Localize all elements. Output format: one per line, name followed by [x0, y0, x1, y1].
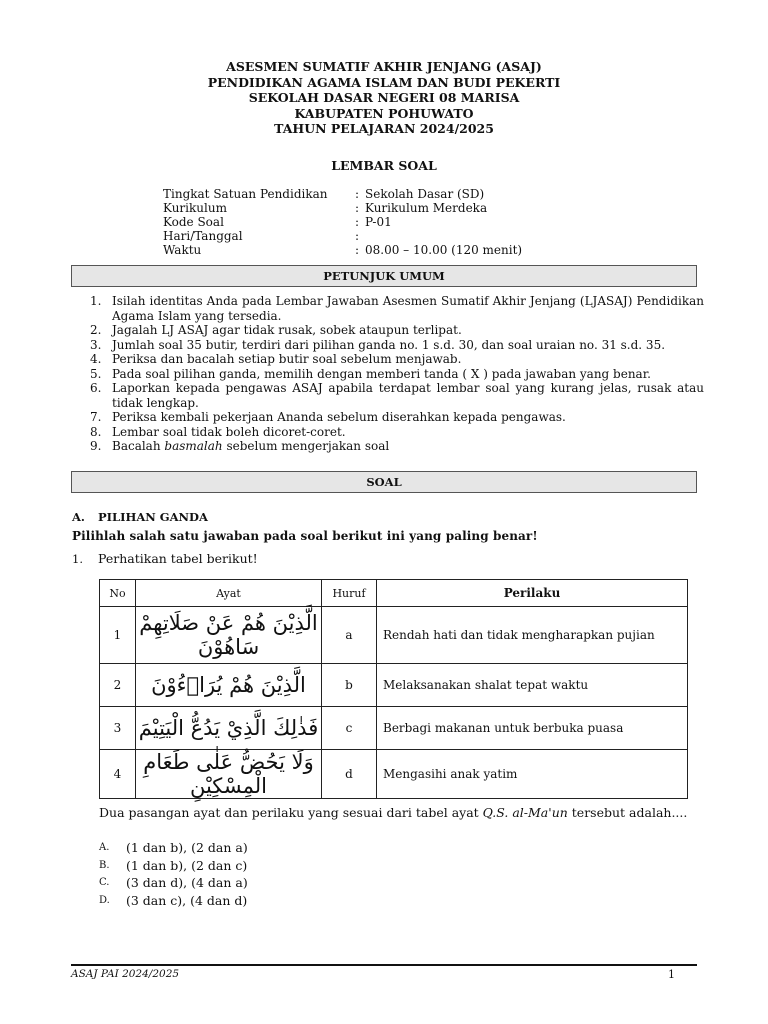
cell-ayat: فَذٰلِكَ الَّذِيْ يَدُعُّ الْيَتِيْمَ — [136, 707, 322, 750]
col-header-no: No — [100, 580, 136, 607]
list-item-number: 9. — [90, 439, 102, 453]
option-text: (1 dan b), (2 dan a) — [126, 840, 248, 855]
answer-option-c[interactable] — [99, 874, 248, 892]
list-item-text: Laporkan kepada pengawas ASAJ apabila terdapat lembar soal yang kurang jelas, rusak atau tidak lengkap. — [112, 381, 704, 410]
list-item-number: 6. — [90, 381, 102, 395]
section-a-heading — [72, 510, 208, 524]
list-item — [90, 439, 704, 454]
info-row — [163, 215, 522, 229]
list-item — [90, 425, 704, 440]
col-header-perilaku: Perilaku — [377, 580, 688, 607]
info-value: P-01 — [365, 215, 392, 229]
petunjuk-umum-heading: PETUNJUK UMUM — [71, 265, 697, 287]
list-item — [90, 381, 704, 410]
option-text: (3 dan c), (4 dan d) — [126, 892, 248, 908]
header-line-2: PENDIDIKAN AGAMA ISLAM DAN BUDI PEKERTI — [207, 74, 561, 90]
answer-options — [99, 839, 248, 909]
list-item-text: Jagalah LJ ASAJ agar tidak rusak, sobek ataupun terlipat. — [112, 323, 462, 337]
info-separator: : — [355, 243, 360, 257]
question-text-surah: Q.S. al-Ma'un — [482, 805, 568, 820]
cell-huruf: b — [322, 664, 377, 707]
list-item-text: Isilah identitas Anda pada Lembar Jawaban Asesmen Sumatif Akhir Jenjang (LJASAJ) Pendidikan Agama Islam yang tersedia. — [112, 294, 704, 323]
list-item-text: Periksa kembali pekerjaan Ananda sebelum diserahkan kepada pengawas. — [112, 410, 566, 424]
list-item-text: Lembar soal tidak boleh dicoret-coret. — [112, 424, 346, 439]
rule-text-after: sebelum mengerjakan soal — [222, 439, 390, 453]
list-item-number: 2. — [90, 323, 102, 337]
info-label: Hari/Tanggal — [163, 229, 243, 243]
cell-no: 4 — [100, 750, 136, 799]
ayat-table — [99, 579, 688, 799]
question-number: 1. — [72, 552, 83, 566]
list-item — [90, 352, 704, 367]
info-row — [163, 243, 522, 257]
info-separator: : — [355, 215, 360, 229]
footer-doc-code: ASAJ PAI 2024/2025 — [71, 968, 180, 980]
list-item — [90, 323, 704, 338]
info-row — [163, 229, 522, 243]
info-separator: : — [355, 187, 360, 201]
cell-no: 3 — [100, 707, 136, 750]
list-item-text — [112, 439, 704, 454]
option-letter: C. — [99, 877, 110, 889]
header-line-1: ASESMEN SUMATIF AKHIR JENJANG (ASAJ) — [226, 59, 542, 74]
cell-ayat: الَّذِيْنَ هُمْ عَنْ صَلَاتِهِمْ سَاهُوْنَ — [136, 607, 322, 664]
info-separator: : — [355, 229, 360, 243]
rule-text-before: Bacalah — [112, 439, 165, 453]
header-line-4: KABUPATEN POHUWATO — [294, 105, 474, 121]
list-item — [90, 410, 704, 425]
list-item-number: 4. — [90, 352, 102, 366]
list-item — [90, 294, 704, 323]
cell-no: 2 — [100, 664, 136, 707]
cell-perilaku: Melaksanakan shalat tepat waktu — [377, 664, 688, 707]
question-1-prompt — [72, 551, 258, 566]
cell-ayat: الَّذِيْنَ هُمْ يُرَاۤءُوْنَ — [136, 664, 322, 707]
list-item-number: 5. — [90, 366, 102, 381]
document-header — [0, 59, 768, 137]
list-item-number: 1. — [90, 294, 102, 308]
list-item-text: Pada soal pilihan ganda, memilih dengan memberi tanda ( X ) pada jawaban yang benar. — [112, 366, 651, 381]
list-item-text: Jumlah soal 35 butir, terdiri dari pilihan ganda no. 1 s.d. 30, dan soal uraian no. 31 s.d. 35. — [112, 337, 666, 352]
option-letter: A. — [99, 842, 110, 853]
cell-perilaku: Berbagi makanan untuk berbuka puasa — [377, 707, 688, 750]
list-item-number: 7. — [90, 410, 102, 424]
option-text: (1 dan b), (2 dan c) — [126, 857, 248, 873]
table-row — [100, 664, 688, 707]
info-value: Sekolah Dasar (SD) — [365, 187, 485, 201]
info-value: Kurikulum Merdeka — [365, 201, 488, 215]
soal-heading: SOAL — [71, 471, 697, 493]
table-row — [100, 750, 688, 799]
question-instruction: Pilihlah salah satu jawaban pada soal berikut ini yang paling benar! — [72, 529, 538, 543]
cell-perilaku: Mengasihi anak yatim — [377, 750, 688, 799]
sheet-title: LEMBAR SOAL — [331, 158, 437, 173]
table-row — [100, 707, 688, 750]
header-line-5: TAHUN PELAJARAN 2024/2025 — [274, 121, 494, 136]
info-label: Kode Soal — [163, 215, 224, 229]
answer-option-d[interactable] — [99, 892, 248, 910]
rule-text-emphasis: basmalah — [164, 439, 223, 453]
cell-no: 1 — [100, 607, 136, 664]
info-label: Waktu — [163, 243, 202, 257]
section-title: PILIHAN GANDA — [98, 510, 208, 524]
col-header-ayat: Ayat — [136, 580, 322, 607]
footer-page-number: 1 — [668, 968, 675, 981]
list-item — [90, 338, 704, 353]
option-text: (3 dan d), (4 dan a) — [126, 875, 248, 891]
header-line-3: SEKOLAH DASAR NEGERI 08 MARISA — [248, 90, 520, 105]
info-label: Tingkat Satuan Pendidikan — [163, 187, 328, 201]
info-row — [163, 187, 522, 201]
option-letter: D. — [99, 894, 110, 906]
col-header-huruf: Huruf — [322, 580, 377, 607]
table-row — [100, 607, 688, 664]
info-separator: : — [355, 201, 360, 215]
general-instructions-list — [90, 294, 704, 454]
question-prompt-text: Perhatikan tabel berikut! — [98, 551, 258, 566]
list-item-text: Periksa dan bacalah setiap butir soal sebelum menjawab. — [112, 352, 462, 366]
footer-divider — [71, 964, 697, 966]
option-letter: B. — [99, 859, 110, 871]
question-1-text — [99, 805, 705, 821]
section-letter: A. — [72, 510, 85, 524]
answer-option-a[interactable] — [99, 839, 248, 857]
cell-ayat: وَلَا يَحُضُّ عَلٰى طَعَامِ الْمِسْكِيْنِ — [136, 750, 322, 799]
question-text-before: Dua pasangan ayat dan perilaku yang sesuai dari tabel ayat — [99, 805, 483, 820]
info-row — [163, 201, 522, 215]
list-item — [90, 367, 704, 382]
info-value: 08.00 – 10.00 (120 menit) — [365, 243, 523, 257]
cell-huruf: d — [322, 750, 377, 799]
answer-option-b[interactable] — [99, 857, 248, 875]
cell-huruf: c — [322, 707, 377, 750]
list-item-number: 3. — [90, 337, 102, 352]
list-item-number: 8. — [90, 424, 102, 439]
question-text-after: tersebut adalah.... — [567, 805, 688, 820]
cell-huruf: a — [322, 607, 377, 664]
identity-info — [163, 187, 522, 257]
cell-perilaku: Rendah hati dan tidak mengharapkan pujian — [377, 607, 688, 664]
table-header-row — [100, 580, 688, 607]
info-label: Kurikulum — [163, 201, 227, 215]
